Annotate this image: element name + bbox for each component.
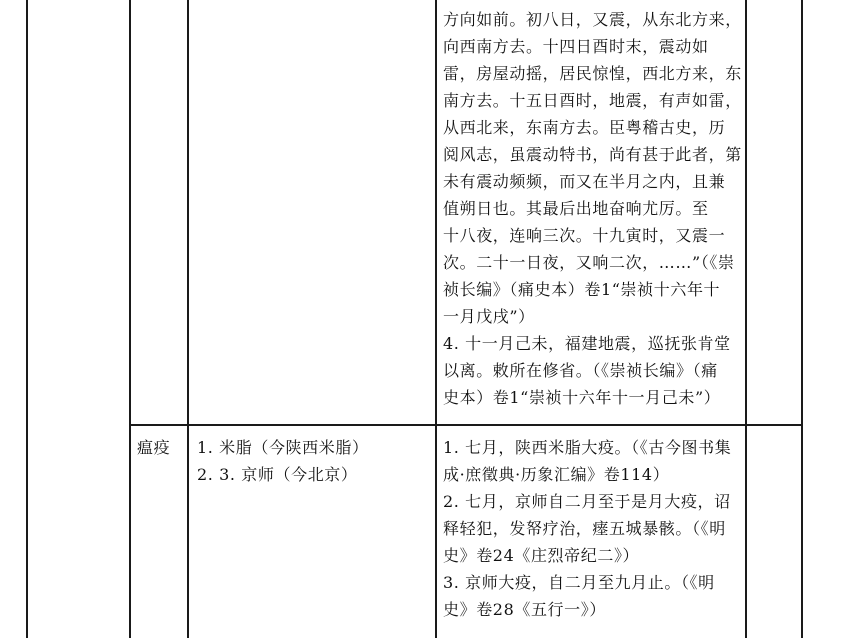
place-line: 1. 米脂（今陕西米脂） [197, 438, 369, 457]
notes-entry-4 [443, 330, 742, 411]
notes-entry [443, 569, 731, 623]
text-line: 值朔日也。其最后出地奋响尤厉。至 [443, 199, 709, 218]
text-line: 十八夜，连响三次。十九寅时，又震一 [443, 226, 726, 245]
text-line: 次。二十一日夜，又响二次，……”（《崇 [443, 253, 735, 272]
text-line: 向西南方去。十四日酉时末，震动如 [443, 37, 709, 56]
place-cell [197, 434, 369, 488]
column-divider-notes [435, 0, 437, 638]
row-divider [129, 424, 802, 426]
category-label: 瘟疫 [137, 438, 171, 457]
notes-entry [443, 488, 731, 569]
text-line: 祯长编》（痛史本）卷1“崇祯十六年十 [443, 280, 721, 299]
text-line: 以离。敕所在修省。（《崇祯长编》（痛 [443, 361, 718, 380]
text-line: 南方去。十五日酉时，地震，有声如雷， [443, 91, 742, 110]
table-border-left [26, 0, 28, 638]
category-cell [137, 434, 170, 461]
text-line: 成·庶徵典·历象汇编》卷114） [443, 465, 670, 484]
text-line: 4. 十一月己未，福建地震，巡抚张肯堂 [443, 334, 731, 353]
column-divider-remarks [745, 0, 747, 638]
table-border-right [801, 0, 803, 638]
notes-entry [443, 434, 731, 488]
text-line: 2. 七月，京师自二月至于是月大疫，诏 [443, 492, 731, 511]
column-divider-place [187, 0, 189, 638]
text-line: 阅风志，虽震动特书，尚有甚于此者，第 [443, 145, 742, 164]
notes-entry-3-continued [443, 6, 742, 330]
text-line: 从西北来，东南方去。臣粤稽古史，历 [443, 118, 726, 137]
text-line: 一月戊戌”） [443, 307, 535, 326]
notes-cell-lower [443, 434, 731, 623]
text-line: 未有震动频频，而又在半月之内，且兼 [443, 172, 726, 191]
text-line: 史》卷24《庄烈帝纪二》） [443, 546, 640, 565]
text-line: 史》卷28《五行一》） [443, 600, 606, 619]
column-divider-category [129, 0, 131, 638]
text-line: 1. 七月，陕西米脂大疫。（《古今图书集 [443, 438, 732, 457]
text-line: 方向如前。初八日，又震，从东北方来， [443, 10, 742, 29]
place-line: 2. 3. 京师（今北京） [197, 465, 358, 484]
text-line: 雷，房屋动摇，居民惊惶，西北方来，东 [443, 64, 742, 83]
text-line: 史本）卷1“崇祯十六年十一月己未”） [443, 388, 721, 407]
notes-cell-upper [443, 6, 742, 411]
text-line: 释轻犯，发帑疗治，瘗五城暴骸。（《明 [443, 519, 726, 538]
text-line: 3. 京师大疫，自二月至九月止。（《明 [443, 573, 715, 592]
